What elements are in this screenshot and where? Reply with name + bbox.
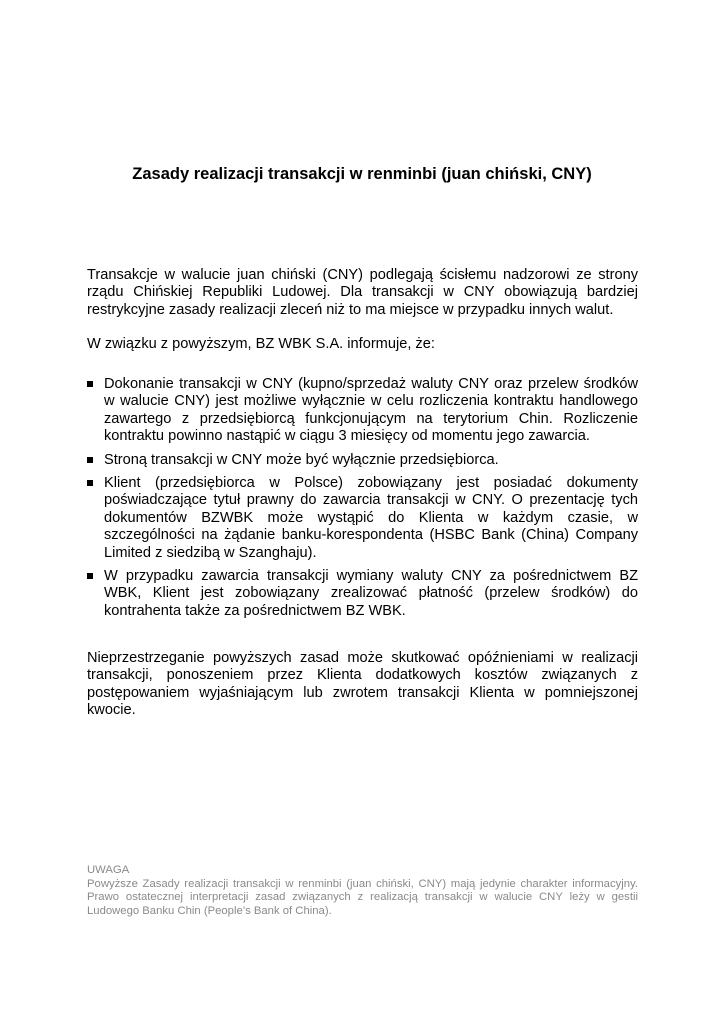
- note-text: Powyższe Zasady realizacji transakcji w renminbi (juan chiński, CNY) mają jedynie charakter informacyjny. Prawo ostatecznej interpretacji zasad związanych z realizacją transakcji w walucie CNY leży w gestii Ludowego Banku Chin (People’s Bank of China).: [87, 877, 638, 917]
- square-bullet-icon: [87, 381, 93, 387]
- list-item: [87, 452, 638, 469]
- list-item: [87, 376, 638, 446]
- list-item-text: Dokonanie transakcji w CNY (kupno/sprzedaż waluty CNY oraz przelew środków w walucie CNY) jest możliwe wyłącznie w celu rozliczenia kontraktu handlowego zawartego z przedsiębiorcą funkcjonującym na terytorium Chin. Rozliczenie kontraktu powinno nastąpić w ciągu 3 miesięcy od momentu jego zawarcia.: [104, 376, 638, 445]
- note-heading: UWAGA: [87, 864, 130, 876]
- list-item-text: Stroną transakcji w CNY może być wyłącznie przedsiębiorca.: [104, 451, 499, 468]
- rules-list: [87, 376, 638, 626]
- list-item: [87, 568, 638, 620]
- closing-paragraph: Nieprzestrzeganie powyższych zasad może skutkować opóźnieniami w realizacji transakcji, ponoszeniem przez Klienta dodatkowych kosztów związanych z postępowaniem wyjaśniającym lub zwrotem transakcji Klienta w pomniejszonej kwocie.: [87, 650, 638, 719]
- square-bullet-icon: [87, 457, 93, 463]
- list-item-text: Klient (przedsiębiorca w Polsce) zobowiązany jest posiadać dokumenty poświadczające tytuł prawny do zawarcia transakcji w CNY. O prezentację tych dokumentów BZWBK może wystąpić do Klienta w każdym czasie, w szczególności na żądanie banku-korespondenta (HSBC Bank (China) Company Limited z siedzibą w Szanghaju).: [104, 475, 638, 561]
- document-title: Zasady realizacji transakcji w renminbi (juan chiński, CNY): [132, 165, 592, 183]
- square-bullet-icon: [87, 573, 93, 579]
- square-bullet-icon: [87, 480, 93, 486]
- intro-paragraph: Transakcje w walucie juan chiński (CNY) podlegają ścisłemu nadzorowi ze strony rządu Chińskiej Republiki Ludowej. Dla transakcji w CNY obowiązują bardziej restrykcyjne zasady realizacji zleceń niż to ma miejsce w przypadku innych walut.: [87, 267, 638, 318]
- disclaimer-note: [87, 864, 638, 918]
- list-item-text: W przypadku zawarcia transakcji wymiany waluty CNY za pośrednictwem BZ WBK, Klient jest zobowiązany zrealizować płatność (przelew środków) do kontrahenta także za pośrednictwem BZ WBK.: [104, 568, 638, 619]
- list-item: [87, 475, 638, 562]
- inform-paragraph: W związku z powyższym, BZ WBK S.A. informuje, że:: [87, 336, 435, 352]
